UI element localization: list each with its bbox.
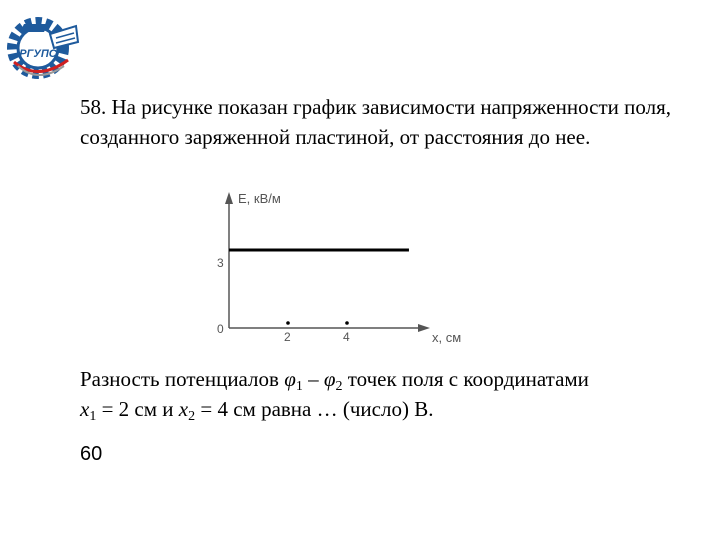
x-tick-label-2: 2 (284, 330, 291, 344)
x-tick-mark-2 (286, 321, 290, 325)
y-tick-label: 3 (217, 256, 224, 270)
origin-label: 0 (217, 322, 224, 336)
x1-value: = 2 см и (96, 397, 179, 421)
field-strength-graph (200, 186, 500, 356)
q2-text-a: Разность потенциалов (80, 367, 285, 391)
y-axis-arrow-icon (225, 192, 233, 204)
x1-symbol: x (80, 397, 90, 421)
y-axis-label: E, кВ/м (238, 191, 281, 206)
q2-text-b: точек поля с координатами (342, 367, 589, 391)
minus-sign: – (302, 367, 324, 391)
answer-text: 60 (80, 443, 103, 465)
x-axis-label: x, см (432, 330, 462, 345)
logo-text: РГУПС (19, 48, 57, 60)
x2-value: = 4 см равна … (число) В. (195, 397, 434, 421)
x-tick-mark-4 (345, 321, 349, 325)
phi1-symbol: φ (284, 367, 296, 391)
phi2-subscript: 2 (335, 379, 343, 394)
x-axis-arrow-icon (418, 324, 430, 332)
x1-subscript: 1 (89, 409, 97, 424)
x-tick-label-4: 4 (343, 330, 350, 344)
x-ticks (284, 321, 350, 344)
question-text: 58. На рисунке показан график зависимости напряженности поля, созданного заряженной пластиной, от расстояния до нее. (80, 95, 671, 149)
phi1-subscript: 1 (295, 379, 303, 394)
x2-subscript: 2 (188, 409, 196, 424)
x2-symbol: x (178, 397, 189, 421)
question-text-2 (80, 364, 700, 424)
phi2-symbol: φ (323, 367, 336, 391)
university-logo (4, 4, 86, 86)
